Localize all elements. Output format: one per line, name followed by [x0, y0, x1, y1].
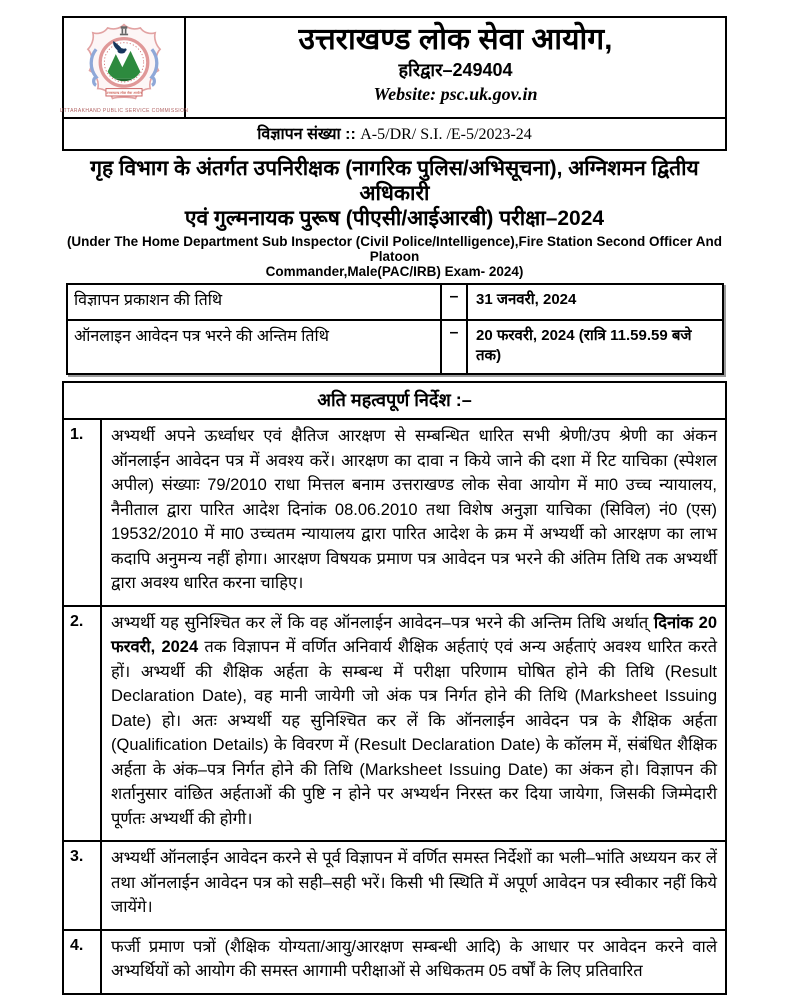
instructions-heading: अति महत्वपूर्ण निर्देश :–: [64, 383, 725, 420]
exam-title-english-line2: Commander,Male(PAC/IRB) Exam- 2024): [265, 264, 524, 279]
instruction-text-segment: फर्जी प्रमाण पत्रों (शैक्षिक योग्यता/आयु/आरक्षण सम्बन्धी आदि) के आधार पर आवेदन करने वाले अभ्यर्थियों को आयोग की समस्त आगामी परीक्षाओं से अधिकतम 05 वर्षों के लिए प्रतिवारित: [111, 937, 717, 980]
org-website: Website: psc.uk.gov.in: [373, 84, 538, 104]
instruction-text-segment: अभ्यर्थी अपने ऊर्ध्वाधर एवं क्षैतिज आरक्षण से सम्बन्धित धारित सभी श्रेणी/उप श्रेणी का अंकन ऑनलाईन आवेदन पत्र में अवश्य करें। आरक्षण का दावा न किये जाने की दशा में रिट याचिका (स्पेशल अपील) संख्याः 79/2010 राधा मित्तल बनाम उत्तराखण्ड लोक सेवा आयोग में मा0 उच्च न्यायालय, नैनीताल द्वारा पारित आदेश दिनांक 08.06.2010 तथा विशेष अनुज्ञा याचिका (सिविल) नं0 (एस) 19532/2010 में मा0 उच्चतम न्यायालय द्वारा पारित आदेश के क्रम में अभ्यर्थी को आरक्षण का लाभ कदापि अनुमन्य नहीं होगा। आरक्षण विषयक प्रमाण पत्र आवेदन पत्र भरने की अंतिम तिथि तक अभ्यर्थी द्वारा अवश्य धारित करना चाहिए।: [111, 427, 717, 592]
instruction-number: 4.: [64, 931, 102, 993]
instruction-text: [102, 931, 725, 993]
publication-date-value: 31 जनवरी, 2024: [467, 284, 723, 320]
instruction-text-segment: अभ्यर्थी ऑनलाईन आवेदन करने से पूर्व विज्ञापन में वर्णित समस्त निर्देशों का भली–भांति अध्ययन कर लें तथा ऑनलाईन आवेदन पत्र को सही–सही भरें। किसी भी स्थिति में अपूर्ण आवेदन पत्र स्वीकार नहीं किये जायेंगे।: [111, 849, 717, 916]
exam-title-hindi-line2: एवं गुल्मनायक पुरूष (पीएसी/आईआरबी) परीक्षा–2024: [184, 207, 605, 230]
instruction-text: [102, 842, 725, 929]
exam-title-english-line1: (Under The Home Department Sub Inspector (Civil Police/Intelligence),Fire Station Second Officer And Platoon: [66, 234, 723, 264]
instruction-text: [102, 607, 725, 841]
instruction-number: 1.: [64, 420, 102, 605]
dash-separator: –: [441, 284, 467, 320]
instruction-row-1: [64, 420, 725, 607]
advertisement-number-value: A-5/DR/ S.I. /E-5/2023-24: [360, 126, 532, 143]
instruction-row-3: [64, 842, 725, 931]
exam-title-english: [62, 234, 727, 279]
advertisement-number-row: [62, 119, 727, 151]
instruction-number: 3.: [64, 842, 102, 929]
logo-caption: UTTARAKHAND PUBLIC SERVICE COMMISSION: [59, 108, 189, 114]
org-place: हरिद्वार–249404: [398, 60, 513, 80]
instruction-text-segment: तक विज्ञापन में वर्णित अनिवार्य शैक्षिक अर्हताएं एवं अन्य अर्हताएं अवश्य धारित करते हों। अभ्यर्थी की शैक्षिक अर्हता के सम्बन्ध में परीक्षा परिणाम घोषित होने की तिथि (Result Declaration Date), वह मानी जायेगी जो अंक पत्र निर्गत होने की तिथि (Marksheet Issuing Date) हो। अतः अभ्यर्थी यह सुनिश्चित कर लें कि ऑनलाईन आवेदन पत्र के शैक्षिक अर्हता (Qualification Details) के विवरण में (Result Declaration Date) के कॉलम में, संबंधित शैक्षिक अर्हता के अंक–पत्र निर्गत होने की तिथि (Marksheet Issuing Date) का अंकन हो। विज्ञापन की शर्तानुसार वांछित अर्हताओं की पुष्टि न होने पर अभ्यर्थन निरस्त कर दिया जायेगा, जिसकी जिम्मेदारी पूर्णतः अभ्यर्थी की होगी।: [111, 638, 717, 828]
org-name: उत्तराखण्ड लोक सेवा आयोग,: [298, 23, 613, 56]
logo-cell: [59, 18, 189, 117]
instruction-number: 2.: [64, 607, 102, 841]
instruction-text-segment: अभ्यर्थी यह सुनिश्चित कर लें कि वह ऑनलाईन आवेदन–पत्र भरने की अन्तिम तिथि अर्थात्: [111, 613, 654, 632]
header-title-block: [186, 18, 725, 117]
exam-title-hindi-line1: गृह विभाग के अंतर्गत उपनिरीक्षक (नागरिक पुलिस/अभिसूचना), अग्निशमन द्वितीय अधिकारी: [90, 157, 699, 205]
last-date-value: 20 फरवरी, 2024 (रात्रि 11.59.59 बजे तक): [467, 320, 723, 374]
dash-separator: –: [441, 320, 467, 374]
last-date-label: ऑनलाइन आवेदन पत्र भरने की अन्तिम तिथि: [67, 320, 441, 374]
instruction-text-bold-date: दिनांक 20 फरवरी, 2024: [111, 613, 717, 656]
header: [59, 16, 727, 119]
instructions-section: [62, 381, 727, 995]
advertisement-number-label: विज्ञापन संख्या ::: [257, 126, 356, 143]
instruction-row-2: [64, 607, 725, 843]
instruction-row-4: [64, 931, 725, 993]
exam-title-hindi: [62, 156, 727, 231]
emblem-ribbon-text: उत्तराखण्ड लोक सेवा आयोग: [106, 90, 142, 95]
upsc-emblem-icon: [83, 21, 165, 107]
publication-date-label: विज्ञापन प्रकाशन की तिथि: [67, 284, 441, 320]
table-row-last-date: [67, 320, 723, 374]
instruction-text: [102, 420, 725, 605]
table-row-publication-date: [67, 284, 723, 320]
important-dates-table: [66, 283, 724, 375]
notification-document: [59, 16, 727, 995]
